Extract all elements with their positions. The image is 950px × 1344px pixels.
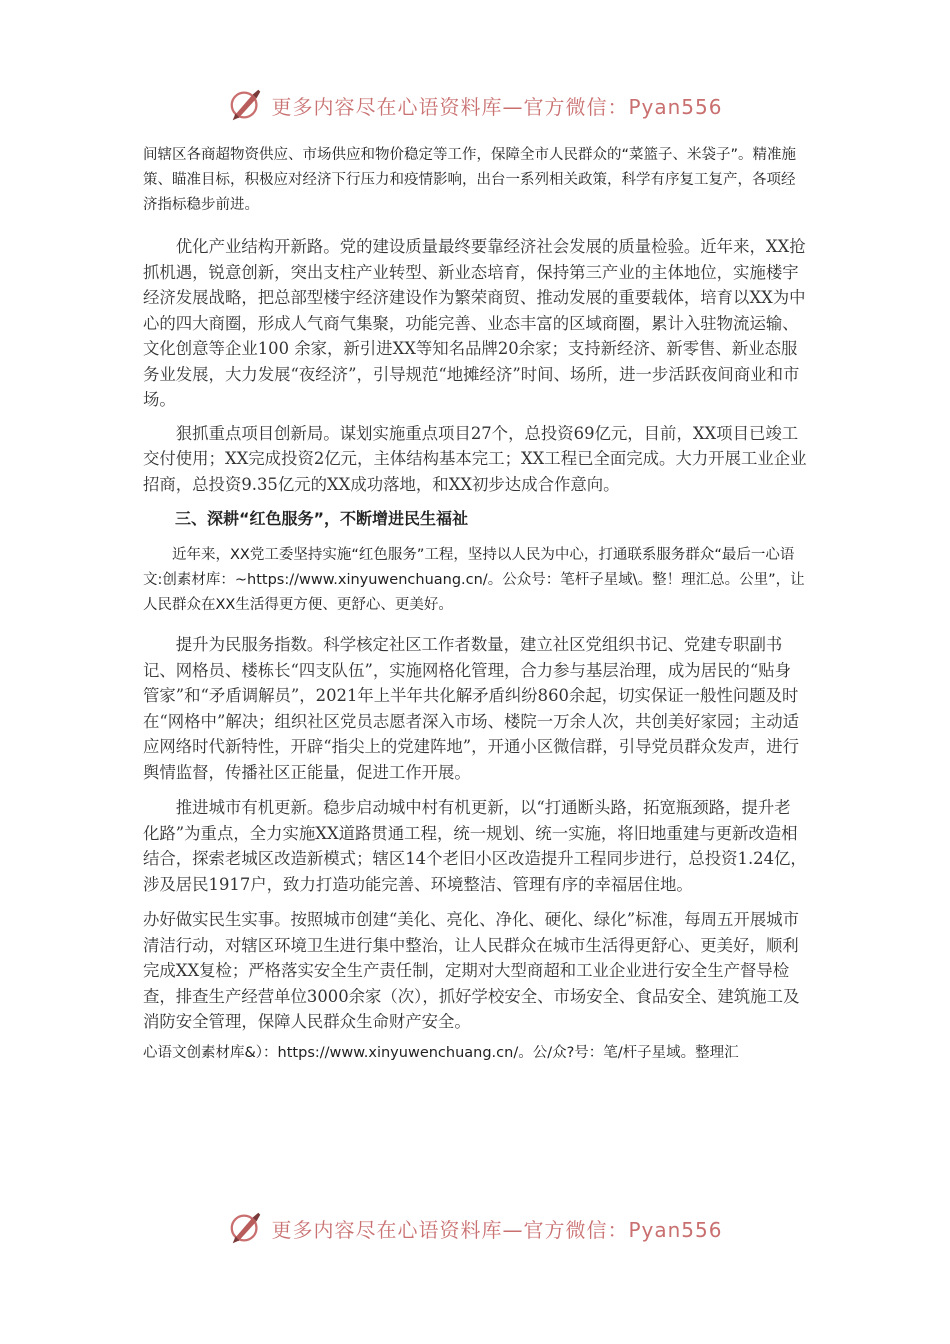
section-heading-3: 三、深耕“红色服务”，不断增进民生福祉 bbox=[175, 509, 469, 528]
document-body bbox=[143, 143, 807, 1066]
footer-banner bbox=[0, 1203, 950, 1253]
banner-text: 更多内容尽在心语资料库—官方微信：Pyan556 bbox=[271, 94, 723, 119]
paragraph-6: 推进城市有机更新。稳步启动城中村有机更新，以“打通断头路，拓宽瓶颈路，提升老化路”为重点，全力实施XX道路贯通工程，统一规划、统一实施，将旧地重建与更新改造相结合，探索老城区改造新模式；辖区14个老旧小区改造提升工程同步进行，总投资1.24亿，涉及居民1917户，致力打造功能完善、环境整洁、管理有序的幸福居住地。 bbox=[143, 798, 807, 894]
header-banner bbox=[0, 80, 950, 130]
paragraph-5: 提升为民服务指数。科学核定社区工作者数量，建立社区党组织书记、党建专职副书记、网格员、楼栋长“四支队伍”，实施网格化管理，合力参与基层治理，成为居民的“贴身管家”和“矛盾调解员”，2021年上半年共化解矛盾纠纷860余起，切实保证一般性问题及时在“网格中”解决；组织社区党员志愿者深入市场、楼院一万余人次，共创美好家园；主动适应网络时代新特性，开辟“指尖上的党建阵地”，开通小区微信群，引导党员群众发声，进行舆情监督，传播社区正能量，促进工作开展。 bbox=[143, 635, 799, 782]
paragraph-3: 狠抓重点项目创新局。谋划实施重点项目27个，总投资69亿元，目前，XX项目已竣工交付使用；XX完成投资2亿元，主体结构基本完工；XX工程已全面完成。大力开展工业企业招商，总投资9.35亿元的XX成功落地，和XX初步达成合作意向。 bbox=[143, 423, 807, 494]
paragraph-2: 优化产业结构开新路。党的建设质量最终要靠经济社会发展的质量检验。近年来，XX抢抓机遇，锐意创新，突出支柱产业转型、新业态培育，保持第三产业的主体地位，实施楼宇经济发展战略，把总部型楼宇经济建设作为繁荣商贸、推动发展的重要载体，培育以XX为中心的四大商圈，形成人气商气集聚，功能完善、业态丰富的区域商圈，累计入驻物流运输、文化创意等企业100 余家，新引进XX等知名品牌20余家；支持新经济、新零售、新业态服务业发展，大力发展“夜经济”，引导规范“地摊经济”时间、场所，进一步活跃夜间商业和市场。 bbox=[143, 237, 806, 409]
banner-text: 更多内容尽在心语资料库—官方微信：Pyan556 bbox=[271, 1217, 723, 1242]
paragraph-8: 心语文创素材库&）：https://www.xinyuwenchuang.cn/。公/众?号：笔/杆子星域。整理汇 bbox=[143, 1044, 739, 1061]
pen-nib-logo-icon bbox=[227, 86, 265, 124]
pen-nib-logo-icon bbox=[227, 1209, 265, 1247]
paragraph-1: 间辖区各商超物资供应、市场供应和物价稳定等工作，保障全市人民群众的“菜篮子、米袋子”。精准施策、瞄准目标，积极应对经济下行压力和疫情影响，出台一系列相关政策，科学有序复工复产，各项经济指标稳步前进。 bbox=[143, 147, 797, 213]
paragraph-7: 办好做实民生实事。按照城市创建“美化、亮化、净化、硬化、绿化”标准，每周五开展城市清洁行动，对辖区环境卫生进行集中整治，让人民群众在城市生活得更舒心、更美好，顺利完成XX复检；严格落实安全生产责任制，定期对大型商超和工业企业进行安全生产督导检查，排查生产经营单位3000余家（次），抓好学校安全、市场安全、食品安全、建筑施工及消防安全管理，保障人民群众生命财产安全。 bbox=[143, 910, 800, 1031]
paragraph-4: 近年来，XX党工委坚持实施“红色服务”工程，坚持以人民为中心，打通联系服务群众“最后一心语文:创素材库：~https://www.xinyuwenchuang.cn/。公众号：笔杆子星域\。整！理汇总。公里”，让人民群众在XX生活得更方便、更舒心、更美好。 bbox=[143, 547, 805, 613]
